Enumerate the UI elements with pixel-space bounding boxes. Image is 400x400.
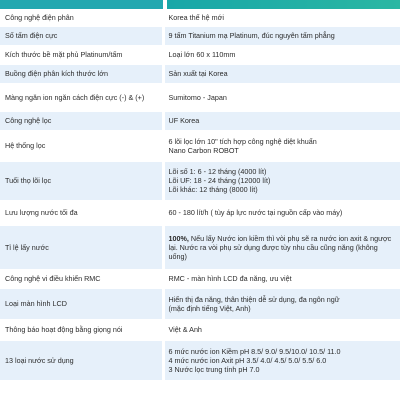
spec-row	[0, 130, 400, 161]
spec-value	[163, 83, 400, 111]
spec-value	[163, 340, 400, 380]
spec-value-line: Hiển thị đa năng, thân thiện dễ sử dụng, đa ngôn ngữ	[168, 294, 340, 304]
spec-value	[163, 111, 400, 130]
spec-value-line: Loại lớn 60 x 110mm	[168, 50, 236, 59]
spec-table-body	[0, 9, 400, 380]
spec-key: Tuổi thọ lõi lọc	[0, 161, 163, 200]
spec-key: Tỉ lệ lấy nước	[0, 225, 163, 269]
spec-row	[0, 288, 400, 319]
spec-value-line: 9 tấm Titanium mạ Platinum, đúc nguyên tấm phẳng	[168, 31, 335, 40]
spec-value	[163, 225, 400, 269]
spec-key: Thông báo hoạt động bằng giọng nói	[0, 319, 163, 340]
spec-row	[0, 45, 400, 64]
spec-value	[163, 161, 400, 200]
spec-value	[163, 319, 400, 340]
spec-key: Công nghệ điện phân	[0, 9, 163, 26]
spec-key: Công nghệ vi điều khiển RMC	[0, 269, 163, 288]
spec-value	[163, 288, 400, 319]
spec-value-line: Korea thế hệ mới	[168, 12, 224, 22]
spec-row	[0, 340, 400, 380]
spec-value-line: Lõi số 1: 6 - 12 tháng (4000 lít)	[168, 167, 267, 176]
spec-value-line: 6 mức nước ion Kiềm pH 8.5/ 9.0/ 9.5/10.0/ 10.5/ 11.0	[168, 346, 341, 356]
spec-key: Công nghệ lọc	[0, 111, 163, 130]
spec-value	[163, 64, 400, 83]
spec-row	[0, 161, 400, 200]
spec-value	[163, 130, 400, 161]
spec-key: Loại màn hình LCD	[0, 288, 163, 319]
spec-value-highlight: 100%,	[168, 233, 189, 243]
header-cell-left	[0, 0, 163, 9]
spec-value-line: (mặc định tiếng Việt, Anh)	[168, 303, 251, 313]
spec-value-line: 60 - 180 lít/h ( tùy áp lực nước tại nguồn cấp vào máy)	[168, 208, 343, 217]
spec-value-line: Sản xuất tại Korea	[168, 69, 228, 78]
spec-value-line: Lõi UF: 18 - 24 tháng (12000 lít)	[168, 176, 271, 185]
spec-row	[0, 225, 400, 269]
spec-table	[0, 9, 400, 381]
spec-key: Kích thước bề mặt phủ Platinum/tấm	[0, 45, 163, 64]
spec-value-line: UF Korea	[168, 116, 200, 125]
spec-key: 13 loại nước sử dụng	[0, 340, 163, 380]
spec-value	[163, 45, 400, 64]
spec-row	[0, 26, 400, 45]
spec-key: Buồng điện phân kích thước lớn	[0, 64, 163, 83]
spec-key: Số tấm điện cực	[0, 26, 163, 45]
spec-value	[163, 9, 400, 26]
spec-row	[0, 64, 400, 83]
spec-value	[163, 26, 400, 45]
spec-key: Màng ngăn ion ngăn cách điện cực (-) & (+)	[0, 83, 163, 111]
spec-value-text: Nếu lấy Nước ion kiềm thì vòi phụ sẽ ra nước ion axit & ngược lại. Nước ra vòi phụ sử dụng được tùy nhu cầu cũng năng (không uống)	[168, 233, 392, 261]
spec-value	[163, 269, 400, 288]
spec-value-line: 3 Nước lọc trung tính pH 7.0	[168, 364, 260, 374]
header-bar	[0, 0, 400, 9]
spec-row	[0, 200, 400, 225]
spec-value-line: Lõi khác: 12 tháng (8000 lít)	[168, 185, 258, 194]
spec-value-line: RMC - màn hình LCD đa năng, ưu việt	[168, 274, 292, 283]
spec-row	[0, 269, 400, 288]
spec-value-line: Việt & Anh	[168, 325, 202, 334]
spec-value-line: 4 mức nước ion Axit pH 3.5/ 4.0/ 4.5/ 5.0/ 5.5/ 6.0	[168, 355, 327, 365]
header-cell-right	[167, 0, 400, 9]
spec-value-line: Sumitomo - Japan	[168, 92, 227, 102]
spec-row	[0, 111, 400, 130]
spec-value-line: 6 lõi lọc lớn 10" tích hợp công nghệ diệt khuẩn	[168, 136, 317, 146]
spec-value-line: Nano Carbon ROBOT	[168, 145, 239, 155]
spec-row	[0, 9, 400, 26]
spec-row	[0, 83, 400, 111]
spec-value	[163, 200, 400, 225]
spec-row	[0, 319, 400, 340]
spec-key: Lưu lượng nước tối đa	[0, 200, 163, 225]
spec-key: Hệ thống lọc	[0, 130, 163, 161]
